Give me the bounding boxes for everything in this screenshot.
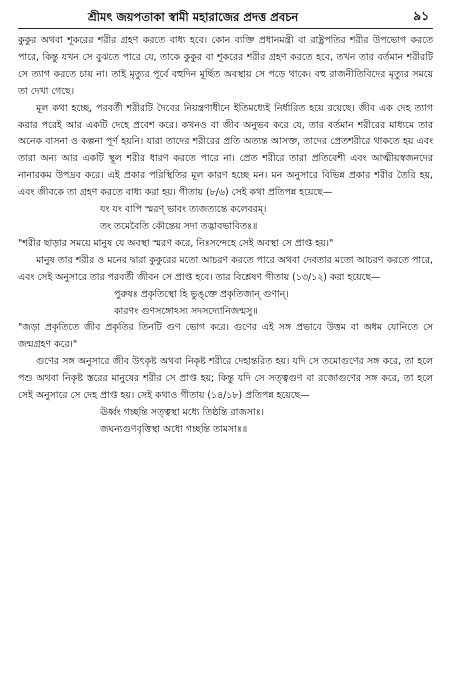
verse-1-line-2: তং তমেবৈতি কৌন্তেয় সদা তদ্ভাবভাবিতঃ॥ (100, 220, 258, 232)
paragraph-1: কুকুর অথবা শূকরের শরীর গ্রহণ করতে বাধ্য হবে। কোন ব্যক্তি প্রধানমন্ত্রী বা রাষ্ট্রপতির শরীর উপভোগ করতে পারে, কিন্তু যখন সে বুঝতে পারে যে, তাকে কুকুর বা শূকরের শরীর গ্রহণ করতে হবে, তখন তার বর্তমান শরীরটি সে ত্যাগ করতে চায় না। তাই মৃত্যুর পূর্বে বহুদিন মূর্ছিত অবস্থায় সে পড়ে থাকে। বহু রাজনীতিবিদের মৃত্যুর সময়ে তা দেখা গেছে। (18, 35, 433, 97)
paragraph-4: গুণের সঙ্গ অনুসারে জীব উৎকৃষ্ট অথবা নিকৃষ্ট শরীরে দেহান্তরিত হয়। যদি সে তমোগুণের সঙ্গ করে, তা হলে পশু অথবা নিকৃষ্ট স্তরের মানুষের শরীর সে প্রাপ্ত হয়; কিন্তু যদি সে সত্ত্বগুণ বা রজোগুণের সঙ্গ করে, তা হলে সেই অনুসারে সে দেহ প্রাপ্ত হয়। সেই কথাও গীতায় (১৪/১৮) প্রতিপন্ন হয়েছে— (18, 356, 433, 402)
header-title: শ্রীমৎ জয়পতাকা স্বামী মহারাজের প্রদত্ত প্রবচন (88, 10, 299, 24)
verse-3-line-1: ঊর্ধ্বং গচ্ছন্তি সত্ত্বস্থা মধ্যে তিষ্ঠন্তি রাজসাঃ। (100, 406, 264, 418)
page-number: ৯১ (413, 9, 429, 23)
verse-2-line-2: কারণং গুণসঙ্গোঽস্য সদসদ্যোনিজন্মসু॥ (114, 305, 258, 317)
translation-quote-2: "জড়া প্রকৃতিতে জীব প্রকৃতির তিনটি গুণ ভোগ করে। গুণের এই সঙ্গ প্রভাবে উত্তম বা অধম যোনিতে সে জন্মগ্রহণ করে।" (18, 322, 433, 351)
verse-1-line-1: যং যং বাপি স্মরণ্ ভাবং ত্যজত্যন্তে কলেবরম্। (100, 204, 267, 216)
page-body (18, 33, 433, 439)
translation-quote-1: "শরীর ছাড়ার সময়ে মানুষ যে অবস্থা স্মরণ করে, নিঃসন্দেহে সেই অবস্থা সে প্রাপ্ত হয়।" (18, 237, 334, 249)
verse-3-line-2: জঘন্যগুণবৃত্তিস্থা অধো গচ্ছন্তি তামসাঃ॥ (100, 423, 248, 435)
running-header (18, 6, 433, 29)
verse-2-line-1: পুরুষঃ প্রকৃতিস্থো হি ভুঙ্‌ক্তে প্রকৃতিজান্ গুণান্। (114, 288, 289, 300)
paragraph-2: মূল কথা হচ্ছে, পরবর্তী শরীরটি দৈবের নিয়ন্ত্রণাধীনে ইতিমধ্যেই নির্ধারিত হয়ে রয়েছে। জীব এক দেহ ত্যাগ করার পরেই আর একটি দেহে প্রবেশ করে। কখনও বা জীব অনুভব করে যে, তার বর্তমান শরীরের মাধ্যমে তার অনেক বাসনা ও কল্পনা পূর্ণ হয়নি। যারা তাদের শরীরের প্রতি অত্যন্ত আসক্ত, তাদের প্রেতশরীরে থাকতে হয় এবং তারা অন্য আর একটি স্থূল শরীর ধারণ করতে পারে না। প্রেত শরীরে তারা প্রতিবেশী এবং আত্মীয়স্বজনদের নানারকম উপদ্রব করে। এই প্রকার পরিস্থিতির মূল কারণ হচ্ছে মন। মন অনুসারে বিভিন্ন প্রকার শরীর তৈরি হয়, এবং জীবকে তা গ্রহণ করতে বাধ্য করা হয়। গীতায় (৮/৬) সেই কথা প্রতিপন্ন হয়েছে— (18, 102, 433, 199)
paragraph-3: মানুষ তার শরীর ও মনের দ্বারা কুকুরের মতো আচরণ করতে পারে অথবা দেবতার মতো আচরণ করতে পারে, এবং সেই অনুসারে তার পরবর্তী জীবন সে প্রাপ্ত হবে। তার বিশ্লেষণ গীতায় (১৩/১২) করা হয়েছে— (18, 254, 433, 283)
